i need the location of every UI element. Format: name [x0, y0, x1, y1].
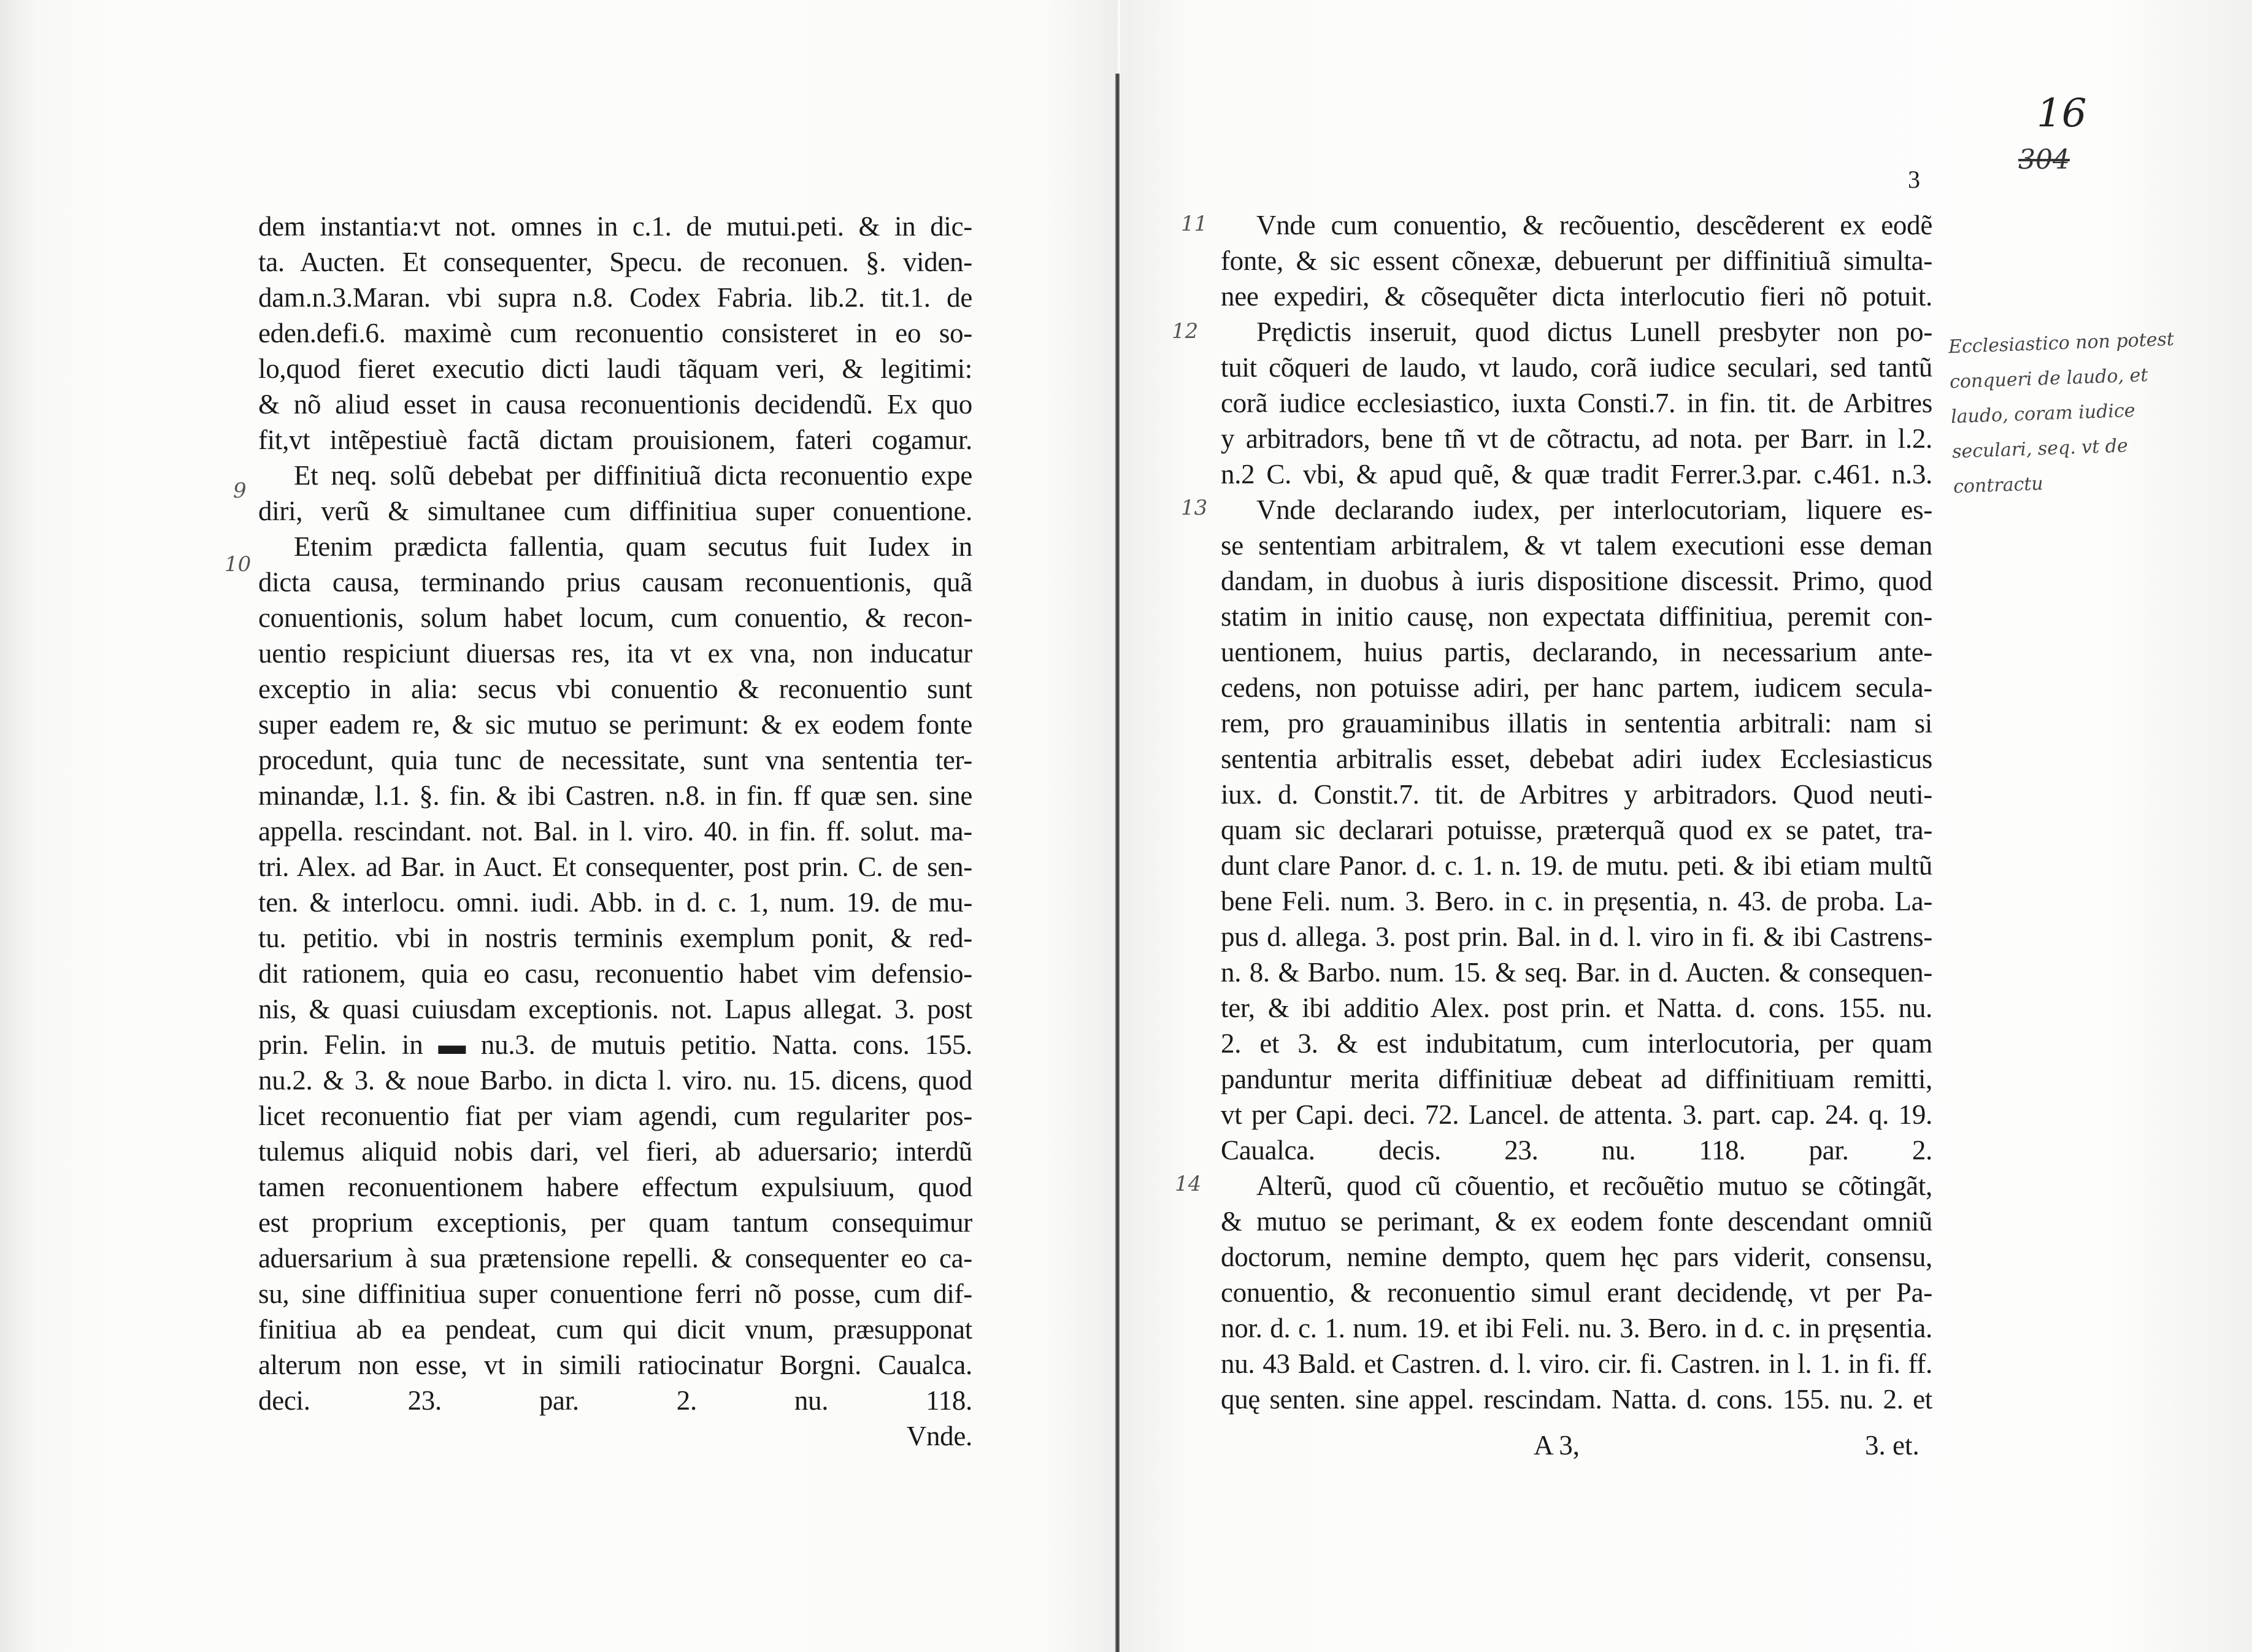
text-line: nee expediri, & cõsequẽter dicta interlocutio fieri nõ potuit. [1221, 281, 1932, 312]
text-line: dandam, in duobus à iuris dispositione discessit. Primo, quod [1221, 566, 1932, 596]
text-line: tuit cõqueri de laudo, vt laudo, corã iudice seculari, sed tantũ [1221, 352, 1932, 383]
text-line: uentionem, huius partis, declarando, in necessarium ante- [1221, 637, 1932, 667]
text-line: pus d. allega. 3. post prin. Bal. in d. l. viro in fi. & ibi Castrens- [1221, 921, 1932, 952]
text-line: iux. d. Constit.7. tit. de Arbitres y arbitradors. Quod neuti- [1221, 779, 1932, 810]
text-line: Etenim prædicta fallentia, quam secutus fuit Iudex in [294, 531, 972, 562]
text-line: nu. 43 Bald. et Castren. d. l. viro. cir. fi. Castren. in l. 1. in fi. ff. [1221, 1348, 1932, 1379]
text-line: deci. 23. par. 2. nu. 118. [258, 1385, 972, 1416]
text-line: dicta causa, terminando prius causam reconuentionis, quã [258, 567, 972, 597]
text-line: fit,vt intẽpestiuè factã dictam prouisionem, fateri cogamur. [258, 425, 972, 455]
crossed-out-folio-number: 304 [2018, 144, 2070, 175]
text-line: vt per Capi. deci. 72. Lancel. de attenta. 3. part. cap. 24. q. 19. [1221, 1099, 1932, 1130]
text-line: Alterũ, quod cũ cõuentio, et recõuẽtio mutuo se cõtingãt, [1256, 1170, 1932, 1201]
catchword: Vnde. [906, 1421, 972, 1451]
text-line: su, sine diffinitiua super conuentione ferri nõ posse, cum dif- [258, 1278, 972, 1309]
text-line: finitiua ab ea pendeat, cum qui dicit vnum, præsupponat [258, 1314, 972, 1345]
text-line: Vnde cum conuentio, & recõuentio, descẽderent ex eodẽ [1256, 210, 1932, 240]
text-line: appella. rescindant. not. Bal. in l. viro. 40. in fin. ff. solut. ma- [258, 816, 972, 847]
left-text-block [258, 209, 972, 1454]
text-line: est proprium exceptionis, per quam tantum consequimur [258, 1207, 972, 1238]
text-line: n.2 C. vbi, & apud quẽ, & quæ tradit Ferrer.3.par. c.461. n.3. [1221, 459, 1932, 490]
text-line: bene Feli. num. 3. Bero. in c. in pręsentia, n. 43. de proba. La- [1221, 886, 1932, 916]
text-line: alterum non esse, vt in simili ratiocinatur Borgni. Caualca. [258, 1350, 972, 1380]
text-line: y arbitradors, bene tñ vt de cõtractu, ad nota. per Barr. in l.2. [1221, 423, 1932, 454]
text-line: fonte, & sic essent cõnexæ, debuerunt per diffinitiuã simulta- [1221, 245, 1932, 276]
text-line: aduersarium à sua prætensione repelli. & consequenter eo ca- [258, 1243, 972, 1274]
text-line: & nõ aliud esset in causa reconuentionis decidendũ. Ex quo [258, 389, 972, 420]
text-line: dit rationem, quia eo casu, reconuentio habet vim defensio- [258, 958, 972, 989]
text-line: Et neq. solũ debebat per diffinitiuã dicta reconuentio expe [294, 460, 972, 491]
text-line: rem, pro grauaminibus illatis in sententia arbitrali: nam si [1221, 708, 1932, 739]
text-line: Prędictis inseruit, quod dictus Lunell presbyter non po- [1256, 317, 1932, 347]
margin-number: 14 [1175, 1172, 1202, 1196]
text-line: tulemus aliquid nobis dari, vel fieri, ab aduersario; interdũ [258, 1136, 972, 1167]
margin-number: 13 [1181, 496, 1208, 520]
text-line: licet reconuentio fiat per viam agendi, cum regulariter pos- [258, 1101, 972, 1131]
text-line: lo,quod fieret executio dicti laudi tãquam veri, & legitimi: [258, 353, 972, 384]
text-line: minandæ, l.1. §. fin. & ibi Castren. n.8. in fin. ff quæ sen. sine [258, 780, 972, 811]
handwritten-folio-number: 16 [2037, 91, 2087, 136]
text-line: dunt clare Panor. d. c. 1. n. 19. de mutu. peti. & ibi etiam multũ [1221, 850, 1932, 881]
text-line: exceptio in alia: secus vbi conuentio & reconuentio sunt [258, 674, 972, 704]
margin-number: 12 [1172, 319, 1199, 344]
text-line: nis, & quasi cuiusdam exceptionis. not. Lapus allegat. 3. post [258, 994, 972, 1024]
text-line: n. 8. & Barbo. num. 15. & seq. Bar. in d. Aucten. & consequen- [1221, 957, 1932, 988]
text-line: corã iudice ecclesiastico, iuxta Consti.7. in fin. tit. de Arbitres [1221, 388, 1932, 418]
text-line: sententia arbitralis esset, debebat adiri iudex Ecclesiasticus [1221, 743, 1932, 774]
text-line: nor. d. c. 1. num. 19. et ibi Feli. nu. 3. Bero. in d. c. in pręsentia. [1221, 1313, 1932, 1343]
text-line: cedens, non potuisse adiri, per hanc partem, iudicem secula- [1221, 672, 1932, 703]
text-line: quę senten. sine appel. rescindam. Natta. d. cons. 155. nu. 2. et [1221, 1384, 1932, 1415]
margin-number: 9 [233, 478, 247, 503]
text-line: ten. & interlocu. omni. iudi. Abb. in d. c. 1, num. 19. de mu- [258, 887, 972, 918]
text-line: tamen reconuentionem habere effectum expulsiuum, quod [258, 1172, 972, 1202]
text-line: se sententiam arbitralem, & vt talem executioni esse deman [1221, 530, 1932, 561]
text-line: statim in initio causę, non expectata diffinitiua, peremit con- [1221, 601, 1932, 632]
catchword: 3. et. [1865, 1430, 1920, 1461]
text-line: diri, verũ & simultanee cum diffinitiua super conuentione. [258, 496, 972, 526]
margin-number: 10 [225, 552, 252, 577]
text-line: dam.n.3.Maran. vbi supra n.8. Codex Fabria. lib.2. tit.1. de [258, 282, 972, 313]
text-line: conuentio, & reconuentio simul erant decidendę, vt per Pa- [1221, 1277, 1932, 1308]
text-line: prin. Felin. in ▬ nu.3. de mutuis petitio. Natta. cons. 155. [258, 1029, 972, 1060]
text-line: 2. et 3. & est indubitatum, cum interlocutoria, per quam [1221, 1028, 1932, 1059]
text-line: nu.2. & 3. & noue Barbo. in dicta l. viro. nu. 15. dicens, quod [258, 1065, 972, 1096]
text-line: quam sic declarari potuisse, præterquã quod ex se patet, tra- [1221, 815, 1932, 845]
text-line: & mutuo se perimant, & ex eodem fonte descendant omniũ [1221, 1206, 1932, 1237]
text-line: ter, & ibi additio Alex. post prin. et Natta. d. cons. 155. nu. [1221, 993, 1932, 1023]
text-line: panduntur merita diffinitiuæ debeat ad diffinitiuam remitti, [1221, 1064, 1932, 1094]
text-line: dem instantia:vt not. omnes in c.1. de mutui.peti. & in dic- [258, 211, 972, 242]
text-line: super eadem re, & sic mutuo se perimunt: & ex eodem fonte [258, 709, 972, 740]
text-line: ta. Aucten. Et consequenter, Specu. de reconuen. §. viden- [258, 247, 972, 277]
signature-mark: A 3, [1534, 1430, 1580, 1461]
text-line: Caualca. decis. 23. nu. 118. par. 2. [1221, 1135, 1932, 1166]
text-line: Vnde declarando iudex, per interlocutoriam, liquere es- [1256, 494, 1932, 525]
text-line: eden.defi.6. maximè cum reconuentio consisteret in eo so- [258, 318, 972, 348]
right-text-block [1221, 207, 1932, 1417]
text-line: tu. petitio. vbi in nostris terminis exemplum ponit, & red- [258, 923, 972, 953]
text-line: uentio respiciunt diuersas res, ita vt ex vna, non inducatur [258, 638, 972, 669]
margin-number: 11 [1181, 212, 1208, 236]
page-number: 3 [1908, 166, 1920, 193]
handwritten-margin-note: Ecclesiastico non potest conqueri de laudo, et laudo, coram iudice seculari, seq. vt de contractu [1948, 328, 2175, 498]
text-line: procedunt, quia tunc de necessitate, sunt vna sententia ter- [258, 745, 972, 775]
text-line: conuentionis, solum habet locum, cum conuentio, & recon- [258, 602, 972, 633]
text-line: doctorum, nemine dempto, quem hęc pars viderit, consensu, [1221, 1242, 1932, 1272]
text-line: tri. Alex. ad Bar. in Auct. Et consequenter, post prin. C. de sen- [258, 851, 972, 882]
book-gutter-fold [1115, 74, 1120, 1652]
